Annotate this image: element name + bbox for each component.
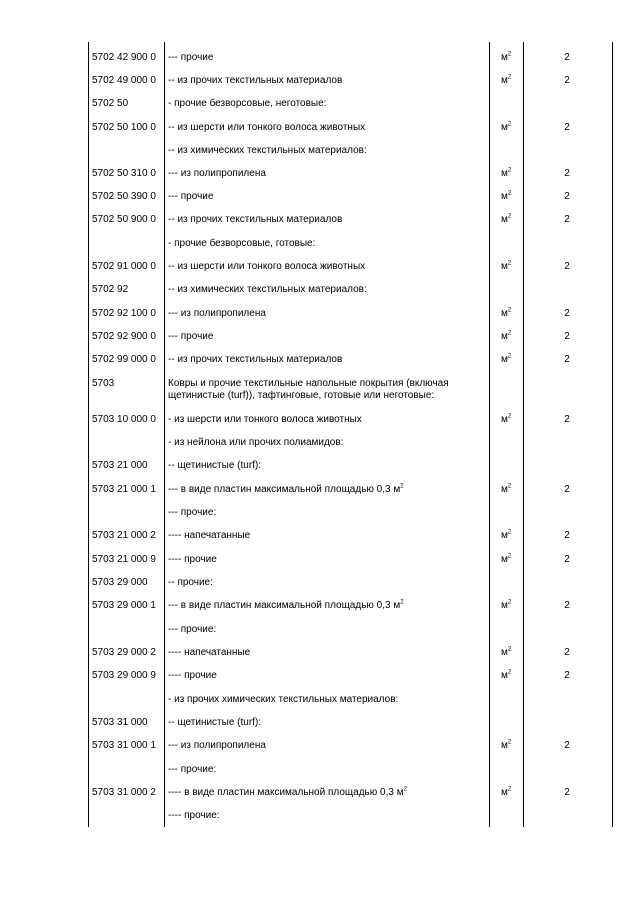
tariff-code: 5703 21 000 1 — [92, 484, 156, 495]
unit-of-measure: $м^2$ — [501, 330, 512, 342]
tariff-code: 5702 92 900 0 — [92, 331, 156, 342]
goods-description: -- из шерсти или тонкого волоса животных — [168, 261, 366, 272]
tariff-code: 5702 50 — [92, 98, 129, 109]
duty-rate: 2 — [564, 787, 570, 798]
goods-description: ---- прочие — [168, 554, 217, 565]
unit-of-measure: $м^2$ — [501, 307, 512, 319]
goods-description: --- прочие: — [168, 507, 217, 518]
duty-rate: 2 — [564, 740, 570, 751]
tariff-code: 5702 50 900 0 — [92, 214, 156, 225]
goods-description: ---- прочие: — [168, 810, 220, 821]
duty-rate: 2 — [564, 214, 570, 225]
unit-of-measure: $м^2$ — [501, 167, 512, 179]
unit-of-measure: $м^2$ — [501, 213, 512, 225]
tariff-code: 5703 31 000 1 — [92, 740, 156, 751]
tariff-code: 5703 29 000 9 — [92, 670, 156, 681]
goods-description: --- прочие — [168, 52, 214, 63]
goods-description: - из прочих химических текстильных материалов: — [168, 694, 399, 705]
goods-description: --- прочие — [168, 191, 214, 202]
unit-of-measure: $м^2$ — [501, 190, 512, 202]
goods-description: -- из прочих текстильных материалов — [168, 214, 343, 225]
goods-description: -- щетинистые (turf): — [168, 717, 262, 728]
duty-rate: 2 — [564, 168, 570, 179]
tariff-code: 5702 42 900 0 — [92, 52, 156, 63]
goods-description: --- прочие: — [168, 624, 217, 635]
tariff-code: 5703 21 000 2 — [92, 530, 156, 541]
goods-description: --- в виде пластин максимальной площадью 0,3 $м^2$ — [168, 483, 404, 495]
goods-description: - прочие безворсовые, готовые: — [168, 238, 316, 249]
tariff-code: 5702 50 390 0 — [92, 191, 156, 202]
column-divider — [88, 42, 89, 827]
goods-description: -- прочие: — [168, 577, 213, 588]
duty-rate: 2 — [564, 530, 570, 541]
unit-of-measure: $м^2$ — [501, 739, 512, 751]
tariff-code: 5702 50 310 0 — [92, 168, 156, 179]
goods-description: Ковры и прочие текстильные напольные покрытия (включая щетинистые (turf)), тафтинговые, готовые или неготовые: — [168, 378, 449, 401]
goods-description: ---- напечатанные — [168, 530, 251, 541]
unit-of-measure: $м^2$ — [501, 553, 512, 565]
duty-rate: 2 — [564, 261, 570, 272]
unit-of-measure: $м^2$ — [501, 51, 512, 63]
tariff-code: 5702 91 000 0 — [92, 261, 156, 272]
unit-of-measure: $м^2$ — [501, 669, 512, 681]
duty-rate: 2 — [564, 308, 570, 319]
goods-description: ---- в виде пластин максимальной площадью 0,3 $м^2$ — [168, 786, 407, 798]
unit-of-measure: $м^2$ — [501, 413, 512, 425]
duty-rate: 2 — [564, 670, 570, 681]
goods-description: --- в виде пластин максимальной площадью 0,3 $м^2$ — [168, 599, 404, 611]
tariff-code: 5703 31 000 — [92, 717, 148, 728]
goods-description: -- из химических текстильных материалов: — [168, 284, 367, 295]
column-divider — [164, 42, 165, 827]
unit-of-measure: $м^2$ — [501, 483, 512, 495]
goods-description: -- из прочих текстильных материалов — [168, 354, 343, 365]
duty-rate: 2 — [564, 647, 570, 658]
tariff-code: 5703 21 000 9 — [92, 554, 156, 565]
unit-of-measure: $м^2$ — [501, 74, 512, 86]
tariff-code: 5703 — [92, 378, 115, 389]
goods-description: --- прочие — [168, 331, 214, 342]
goods-description: --- из полипропилена — [168, 168, 266, 179]
column-divider — [523, 42, 524, 827]
goods-description: - прочие безворсовые, неготовые: — [168, 98, 327, 109]
unit-of-measure: $м^2$ — [501, 260, 512, 272]
unit-of-measure: $м^2$ — [501, 599, 512, 611]
column-divider — [612, 42, 613, 827]
tariff-code: 5702 50 100 0 — [92, 122, 156, 133]
tariff-code: 5703 31 000 2 — [92, 787, 156, 798]
tariff-code: 5702 99 000 0 — [92, 354, 156, 365]
duty-rate: 2 — [564, 484, 570, 495]
tariff-code: 5703 21 000 — [92, 460, 148, 471]
goods-description: ---- прочие — [168, 670, 217, 681]
duty-rate: 2 — [564, 354, 570, 365]
goods-description: -- из прочих текстильных материалов — [168, 75, 343, 86]
goods-description: - из нейлона или прочих полиамидов: — [168, 437, 344, 448]
goods-description: -- из шерсти или тонкого волоса животных — [168, 122, 366, 133]
tariff-code: 5702 92 100 0 — [92, 308, 156, 319]
goods-description: --- из полипропилена — [168, 740, 266, 751]
goods-description: ---- напечатанные — [168, 647, 251, 658]
duty-rate: 2 — [564, 600, 570, 611]
unit-of-measure: $м^2$ — [501, 646, 512, 658]
column-divider — [489, 42, 490, 827]
duty-rate: 2 — [564, 75, 570, 86]
tariff-code: 5703 29 000 1 — [92, 600, 156, 611]
tariff-code: 5703 29 000 2 — [92, 647, 156, 658]
goods-description: -- из химических текстильных материалов: — [168, 145, 367, 156]
goods-description: --- из полипропилена — [168, 308, 266, 319]
unit-of-measure: $м^2$ — [501, 786, 512, 798]
tariff-code: 5702 49 000 0 — [92, 75, 156, 86]
goods-description: - из шерсти или тонкого волоса животных — [168, 414, 362, 425]
duty-rate: 2 — [564, 52, 570, 63]
tariff-code: 5703 10 000 0 — [92, 414, 156, 425]
goods-description: -- щетинистые (turf): — [168, 460, 262, 471]
goods-description: --- прочие: — [168, 764, 217, 775]
duty-rate: 2 — [564, 554, 570, 565]
unit-of-measure: $м^2$ — [501, 529, 512, 541]
unit-of-measure: $м^2$ — [501, 121, 512, 133]
unit-of-measure: $м^2$ — [501, 353, 512, 365]
duty-rate: 2 — [564, 414, 570, 425]
duty-rate: 2 — [564, 191, 570, 202]
tariff-code: 5703 29 000 — [92, 577, 148, 588]
duty-rate: 2 — [564, 331, 570, 342]
tariff-code: 5702 92 — [92, 284, 129, 295]
duty-rate: 2 — [564, 122, 570, 133]
